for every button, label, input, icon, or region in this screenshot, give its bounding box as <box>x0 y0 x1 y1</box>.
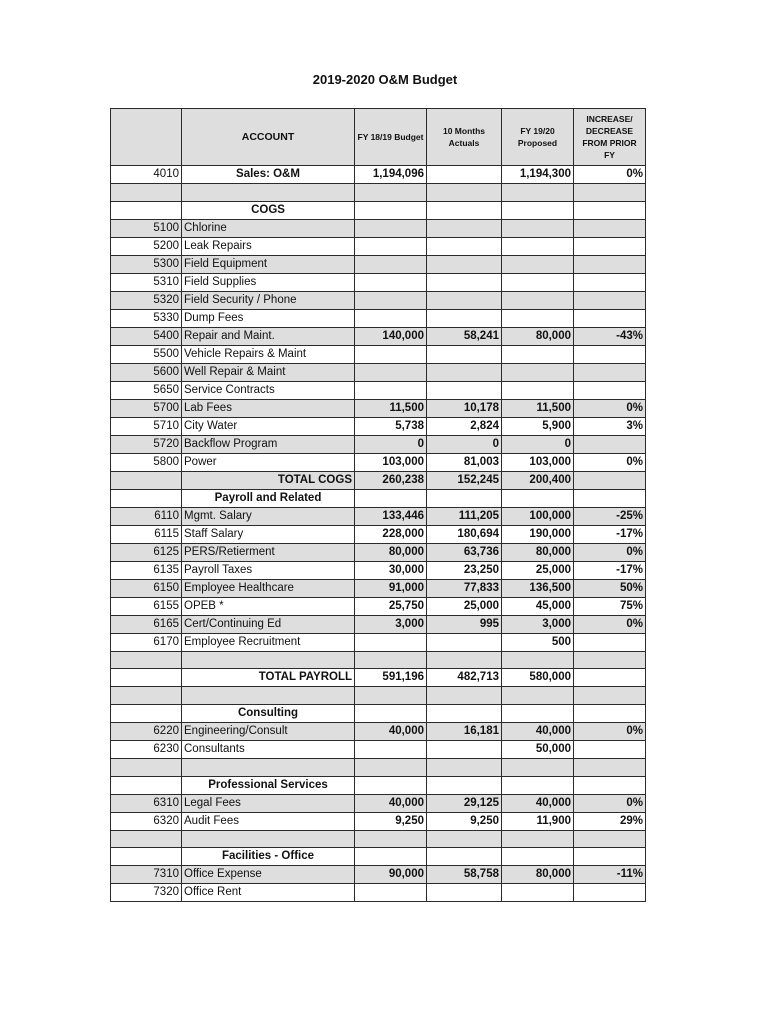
fy1819-budget-cell: 30,000 <box>355 561 427 579</box>
fy1819-budget-cell: 90,000 <box>355 866 427 884</box>
account-code <box>111 759 182 777</box>
fy1920-proposed-cell: 45,000 <box>502 597 574 615</box>
actuals-cell <box>427 848 502 866</box>
fy1819-budget-cell <box>355 309 427 327</box>
account-code: 5100 <box>111 219 182 237</box>
header-account: ACCOUNT <box>182 109 355 166</box>
fy1819-budget-cell: 103,000 <box>355 453 427 471</box>
fy1920-proposed-cell <box>502 381 574 399</box>
table-row <box>111 219 646 237</box>
fy1819-budget-cell <box>355 759 427 777</box>
fy1819-budget-cell <box>355 705 427 723</box>
fy1920-proposed-cell: 3,000 <box>502 615 574 633</box>
actuals-cell: 995 <box>427 615 502 633</box>
account-name: Employee Healthcare <box>182 579 355 597</box>
table-row <box>111 848 646 866</box>
account-name: Professional Services <box>182 776 355 794</box>
table-row <box>111 741 646 759</box>
change-cell: 3% <box>574 417 646 435</box>
change-cell <box>574 884 646 902</box>
actuals-cell <box>427 651 502 669</box>
account-code: 6150 <box>111 579 182 597</box>
table-row <box>111 309 646 327</box>
fy1819-budget-cell <box>355 201 427 219</box>
fy1920-proposed-cell: 580,000 <box>502 669 574 687</box>
fy1920-proposed-cell <box>502 237 574 255</box>
actuals-cell: 482,713 <box>427 669 502 687</box>
fy1819-budget-cell <box>355 363 427 381</box>
change-cell: 0% <box>574 166 646 184</box>
fy1819-budget-cell <box>355 687 427 705</box>
actuals-cell <box>427 705 502 723</box>
change-cell <box>574 741 646 759</box>
fy1920-proposed-cell <box>502 830 574 848</box>
actuals-cell <box>427 884 502 902</box>
fy1819-budget-cell: 260,238 <box>355 471 427 489</box>
table-row <box>111 866 646 884</box>
account-name <box>182 651 355 669</box>
fy1819-budget-cell: 9,250 <box>355 812 427 830</box>
fy1920-proposed-cell <box>502 255 574 273</box>
actuals-cell <box>427 201 502 219</box>
fy1819-budget-cell <box>355 345 427 363</box>
fy1819-budget-cell: 591,196 <box>355 669 427 687</box>
change-cell <box>574 471 646 489</box>
account-code: 5800 <box>111 453 182 471</box>
budget-table <box>110 108 646 902</box>
account-name: TOTAL PAYROLL <box>182 669 355 687</box>
table-row <box>111 705 646 723</box>
fy1920-proposed-cell <box>502 184 574 202</box>
change-cell: -43% <box>574 327 646 345</box>
actuals-cell <box>427 291 502 309</box>
account-name: Repair and Maint. <box>182 327 355 345</box>
fy1920-proposed-cell <box>502 219 574 237</box>
fy1819-budget-cell: 5,738 <box>355 417 427 435</box>
fy1920-proposed-cell <box>502 291 574 309</box>
change-cell: -17% <box>574 525 646 543</box>
account-code: 6125 <box>111 543 182 561</box>
fy1819-budget-cell: 40,000 <box>355 723 427 741</box>
account-code: 5400 <box>111 327 182 345</box>
account-code <box>111 201 182 219</box>
table-row <box>111 830 646 848</box>
change-cell <box>574 651 646 669</box>
table-row <box>111 399 646 417</box>
header-10-month-actuals: 10 Months Actuals <box>427 109 502 166</box>
account-name: Power <box>182 453 355 471</box>
account-name: Dump Fees <box>182 309 355 327</box>
table-row <box>111 345 646 363</box>
fy1819-budget-cell: 11,500 <box>355 399 427 417</box>
account-name: Payroll Taxes <box>182 561 355 579</box>
fy1920-proposed-cell <box>502 848 574 866</box>
fy1920-proposed-cell: 190,000 <box>502 525 574 543</box>
account-code <box>111 669 182 687</box>
table-row <box>111 597 646 615</box>
account-code <box>111 651 182 669</box>
account-code: 6135 <box>111 561 182 579</box>
fy1819-budget-cell <box>355 273 427 291</box>
fy1920-proposed-cell <box>502 884 574 902</box>
fy1920-proposed-cell: 1,194,300 <box>502 166 574 184</box>
account-code: 5310 <box>111 273 182 291</box>
change-cell <box>574 705 646 723</box>
fy1920-proposed-cell: 80,000 <box>502 327 574 345</box>
change-cell <box>574 291 646 309</box>
account-name: TOTAL COGS <box>182 471 355 489</box>
actuals-cell <box>427 830 502 848</box>
header-code <box>111 109 182 166</box>
account-name: Vehicle Repairs & Maint <box>182 345 355 363</box>
change-cell <box>574 363 646 381</box>
account-code <box>111 705 182 723</box>
table-row <box>111 525 646 543</box>
change-cell <box>574 687 646 705</box>
account-code <box>111 687 182 705</box>
fy1920-proposed-cell: 0 <box>502 435 574 453</box>
table-row <box>111 687 646 705</box>
change-cell <box>574 776 646 794</box>
actuals-cell <box>427 255 502 273</box>
fy1920-proposed-cell <box>502 489 574 507</box>
change-cell: 0% <box>574 543 646 561</box>
actuals-cell: 63,736 <box>427 543 502 561</box>
fy1920-proposed-cell <box>502 273 574 291</box>
fy1920-proposed-cell <box>502 687 574 705</box>
account-name: Staff Salary <box>182 525 355 543</box>
actuals-cell: 152,245 <box>427 471 502 489</box>
account-name: Consultants <box>182 741 355 759</box>
table-row <box>111 381 646 399</box>
account-name: Field Equipment <box>182 255 355 273</box>
change-cell <box>574 633 646 651</box>
account-code: 6310 <box>111 794 182 812</box>
fy1819-budget-cell <box>355 848 427 866</box>
table-row <box>111 255 646 273</box>
account-code: 6230 <box>111 741 182 759</box>
account-name <box>182 184 355 202</box>
account-code: 6170 <box>111 633 182 651</box>
fy1819-budget-cell: 1,194,096 <box>355 166 427 184</box>
account-name <box>182 759 355 777</box>
account-code: 6115 <box>111 525 182 543</box>
actuals-cell <box>427 166 502 184</box>
fy1819-budget-cell <box>355 219 427 237</box>
table-row <box>111 363 646 381</box>
table-row <box>111 273 646 291</box>
fy1819-budget-cell: 40,000 <box>355 794 427 812</box>
account-code: 5320 <box>111 291 182 309</box>
actuals-cell <box>427 687 502 705</box>
change-cell <box>574 255 646 273</box>
account-name: Facilities - Office <box>182 848 355 866</box>
account-name <box>182 687 355 705</box>
account-code: 5300 <box>111 255 182 273</box>
fy1920-proposed-cell: 5,900 <box>502 417 574 435</box>
change-cell <box>574 759 646 777</box>
account-code: 4010 <box>111 166 182 184</box>
fy1920-proposed-cell: 80,000 <box>502 543 574 561</box>
actuals-cell: 0 <box>427 435 502 453</box>
change-cell: 0% <box>574 453 646 471</box>
actuals-cell <box>427 309 502 327</box>
account-name: Audit Fees <box>182 812 355 830</box>
account-name: OPEB * <box>182 597 355 615</box>
account-name <box>182 830 355 848</box>
table-row <box>111 417 646 435</box>
header-fy1819-budget: FY 18/19 Budget <box>355 109 427 166</box>
table-row <box>111 651 646 669</box>
fy1819-budget-cell <box>355 381 427 399</box>
fy1819-budget-cell <box>355 741 427 759</box>
table-row <box>111 543 646 561</box>
account-code: 6165 <box>111 615 182 633</box>
table-row <box>111 237 646 255</box>
account-code: 7310 <box>111 866 182 884</box>
actuals-cell: 58,758 <box>427 866 502 884</box>
fy1920-proposed-cell: 50,000 <box>502 741 574 759</box>
account-name: Well Repair & Maint <box>182 363 355 381</box>
change-cell <box>574 184 646 202</box>
account-code <box>111 776 182 794</box>
account-code: 5600 <box>111 363 182 381</box>
fy1920-proposed-cell <box>502 345 574 363</box>
table-header <box>111 109 646 166</box>
table-row <box>111 812 646 830</box>
account-code: 5500 <box>111 345 182 363</box>
fy1920-proposed-cell: 40,000 <box>502 723 574 741</box>
change-cell <box>574 848 646 866</box>
change-cell: 0% <box>574 615 646 633</box>
fy1819-budget-cell <box>355 884 427 902</box>
fy1819-budget-cell: 3,000 <box>355 615 427 633</box>
fy1920-proposed-cell: 11,500 <box>502 399 574 417</box>
actuals-cell <box>427 633 502 651</box>
actuals-cell: 2,824 <box>427 417 502 435</box>
fy1920-proposed-cell: 103,000 <box>502 453 574 471</box>
actuals-cell <box>427 219 502 237</box>
account-code <box>111 489 182 507</box>
account-name: Leak Repairs <box>182 237 355 255</box>
fy1819-budget-cell: 25,750 <box>355 597 427 615</box>
actuals-cell <box>427 184 502 202</box>
fy1920-proposed-cell: 100,000 <box>502 507 574 525</box>
fy1920-proposed-cell <box>502 201 574 219</box>
account-name: Field Supplies <box>182 273 355 291</box>
account-code <box>111 848 182 866</box>
table-row <box>111 489 646 507</box>
table-body <box>111 166 646 902</box>
actuals-cell <box>427 237 502 255</box>
account-name: Employee Recruitment <box>182 633 355 651</box>
table-row <box>111 166 646 184</box>
actuals-cell: 180,694 <box>427 525 502 543</box>
table-row <box>111 579 646 597</box>
actuals-cell: 58,241 <box>427 327 502 345</box>
fy1920-proposed-cell: 136,500 <box>502 579 574 597</box>
actuals-cell <box>427 273 502 291</box>
fy1920-proposed-cell: 500 <box>502 633 574 651</box>
account-name: Lab Fees <box>182 399 355 417</box>
change-cell <box>574 669 646 687</box>
fy1819-budget-cell <box>355 291 427 309</box>
fy1819-budget-cell: 140,000 <box>355 327 427 345</box>
actuals-cell <box>427 741 502 759</box>
fy1920-proposed-cell: 40,000 <box>502 794 574 812</box>
header-fy1920-proposed: FY 19/20 Proposed <box>502 109 574 166</box>
change-cell <box>574 309 646 327</box>
fy1819-budget-cell <box>355 255 427 273</box>
actuals-cell: 9,250 <box>427 812 502 830</box>
actuals-cell <box>427 776 502 794</box>
account-code: 5650 <box>111 381 182 399</box>
change-cell: 0% <box>574 723 646 741</box>
change-cell: 0% <box>574 794 646 812</box>
account-name: Payroll and Related <box>182 489 355 507</box>
account-name: Legal Fees <box>182 794 355 812</box>
fy1819-budget-cell <box>355 651 427 669</box>
fy1819-budget-cell <box>355 633 427 651</box>
account-name: COGS <box>182 201 355 219</box>
account-code: 5330 <box>111 309 182 327</box>
account-code <box>111 184 182 202</box>
account-name: Mgmt. Salary <box>182 507 355 525</box>
fy1819-budget-cell: 0 <box>355 435 427 453</box>
change-cell: 75% <box>574 597 646 615</box>
fy1920-proposed-cell <box>502 651 574 669</box>
account-code: 5200 <box>111 237 182 255</box>
account-code <box>111 830 182 848</box>
actuals-cell: 77,833 <box>427 579 502 597</box>
fy1920-proposed-cell: 200,400 <box>502 471 574 489</box>
account-name: Office Expense <box>182 866 355 884</box>
change-cell: 0% <box>574 399 646 417</box>
change-cell: 29% <box>574 812 646 830</box>
table-row <box>111 723 646 741</box>
actuals-cell <box>427 345 502 363</box>
table-row <box>111 291 646 309</box>
actuals-cell: 25,000 <box>427 597 502 615</box>
table-row <box>111 776 646 794</box>
table-row <box>111 201 646 219</box>
actuals-cell: 81,003 <box>427 453 502 471</box>
table-row <box>111 184 646 202</box>
account-name: PERS/Retierment <box>182 543 355 561</box>
fy1920-proposed-cell <box>502 309 574 327</box>
fy1920-proposed-cell: 11,900 <box>502 812 574 830</box>
change-cell: -11% <box>574 866 646 884</box>
change-cell <box>574 381 646 399</box>
change-cell <box>574 201 646 219</box>
fy1819-budget-cell: 228,000 <box>355 525 427 543</box>
account-name: Consulting <box>182 705 355 723</box>
change-cell <box>574 489 646 507</box>
actuals-cell <box>427 489 502 507</box>
change-cell: 50% <box>574 579 646 597</box>
account-code <box>111 471 182 489</box>
header-change: INCREASE/ DECREASE FROM PRIOR FY <box>574 109 646 166</box>
account-code: 5720 <box>111 435 182 453</box>
page-title: 2019-2020 O&M Budget <box>312 72 458 87</box>
account-name: Cert/Continuing Ed <box>182 615 355 633</box>
fy1920-proposed-cell <box>502 759 574 777</box>
actuals-cell <box>427 363 502 381</box>
actuals-cell: 10,178 <box>427 399 502 417</box>
change-cell: -25% <box>574 507 646 525</box>
fy1819-budget-cell <box>355 776 427 794</box>
actuals-cell: 23,250 <box>427 561 502 579</box>
actuals-cell <box>427 381 502 399</box>
account-name: Sales: O&M <box>182 166 355 184</box>
fy1819-budget-cell: 91,000 <box>355 579 427 597</box>
change-cell <box>574 435 646 453</box>
account-name: Engineering/Consult <box>182 723 355 741</box>
fy1920-proposed-cell: 80,000 <box>502 866 574 884</box>
table-row <box>111 615 646 633</box>
account-name: City Water <box>182 417 355 435</box>
account-name: Chlorine <box>182 219 355 237</box>
account-name: Service Contracts <box>182 381 355 399</box>
table-row <box>111 794 646 812</box>
account-name: Field Security / Phone <box>182 291 355 309</box>
account-code: 6110 <box>111 507 182 525</box>
fy1920-proposed-cell <box>502 363 574 381</box>
table-row <box>111 884 646 902</box>
table-row <box>111 471 646 489</box>
account-code: 5710 <box>111 417 182 435</box>
change-cell <box>574 830 646 848</box>
fy1920-proposed-cell <box>502 776 574 794</box>
account-name: Office Rent <box>182 884 355 902</box>
actuals-cell <box>427 759 502 777</box>
table-row <box>111 633 646 651</box>
table-row <box>111 453 646 471</box>
fy1819-budget-cell <box>355 237 427 255</box>
table-row <box>111 327 646 345</box>
fy1920-proposed-cell: 25,000 <box>502 561 574 579</box>
change-cell <box>574 273 646 291</box>
fy1819-budget-cell: 133,446 <box>355 507 427 525</box>
change-cell <box>574 345 646 363</box>
fy1819-budget-cell <box>355 184 427 202</box>
account-code: 6320 <box>111 812 182 830</box>
table-row <box>111 759 646 777</box>
table-row <box>111 507 646 525</box>
account-code: 6220 <box>111 723 182 741</box>
change-cell: -17% <box>574 561 646 579</box>
table-row <box>111 435 646 453</box>
change-cell <box>574 237 646 255</box>
actuals-cell: 111,205 <box>427 507 502 525</box>
actuals-cell: 16,181 <box>427 723 502 741</box>
change-cell <box>574 219 646 237</box>
account-name: Backflow Program <box>182 435 355 453</box>
actuals-cell: 29,125 <box>427 794 502 812</box>
fy1819-budget-cell <box>355 489 427 507</box>
account-code: 5700 <box>111 399 182 417</box>
fy1819-budget-cell: 80,000 <box>355 543 427 561</box>
table-row <box>111 561 646 579</box>
account-code: 7320 <box>111 884 182 902</box>
account-code: 6155 <box>111 597 182 615</box>
fy1819-budget-cell <box>355 830 427 848</box>
fy1920-proposed-cell <box>502 705 574 723</box>
table-row <box>111 669 646 687</box>
